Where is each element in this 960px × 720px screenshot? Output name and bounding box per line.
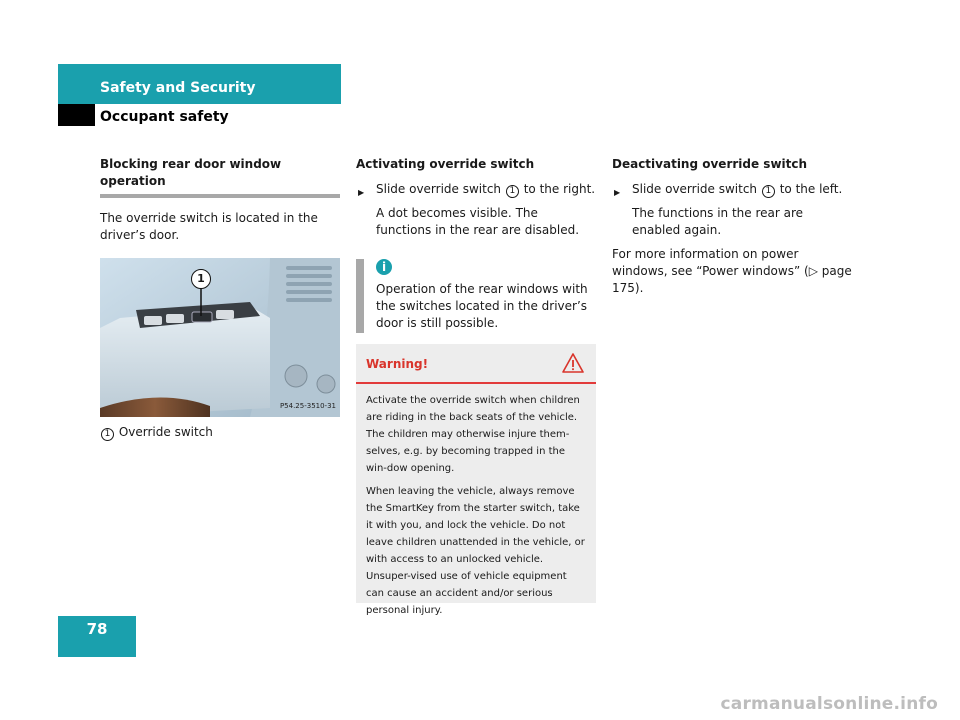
more-info-pre: For more information on power windows, see “Power windows” (: [612, 247, 809, 278]
step-text-post: to the right.: [523, 182, 596, 196]
photo-callout-1: 1: [191, 269, 211, 289]
section-title: Safety and Security: [100, 80, 256, 96]
step-text-pre: Slide override switch: [632, 182, 758, 196]
info-icon: i: [376, 259, 392, 275]
warning-title: Warning!: [366, 357, 429, 371]
result-activate: A dot becomes visible. The functions in the rear are disabled.: [376, 206, 580, 237]
subsection-title: Occupant safety: [100, 109, 229, 125]
warning-box: [356, 344, 596, 616]
warning-body: [356, 384, 596, 619]
caption-callout-number: 1: [101, 428, 114, 441]
step-activate: [356, 181, 596, 198]
header-marker: [58, 104, 95, 126]
warning-paragraph-2: When leaving the vehicle, always remove the SmartKey from the starter switch, take it with you, and lock the vehicle. Do not leave children unattended in the vehicle, or with access to an unlocked vehicle. Unsuper-vised use of vehicle equipment can cause an accident and/or serious personal injury.: [366, 486, 585, 616]
page-ref-arrow-icon: ▷: [808, 264, 818, 278]
warning-header: [356, 344, 596, 384]
column-middle: [356, 156, 596, 332]
photo-code: P54.25-3510-31: [279, 402, 336, 410]
info-bar: [356, 259, 364, 333]
result-deactivate: The functions in the rear are enabled again.: [632, 206, 804, 237]
step-callout-number: 1: [506, 185, 519, 198]
step-text-pre: Slide override switch: [376, 182, 502, 196]
info-text: Operation of the rear windows with the switches located in the driver’s door is still possible.: [376, 282, 588, 330]
heading-blocking-rear-door: Blocking rear door window operation: [100, 156, 340, 198]
caption-text: Override switch: [118, 425, 213, 439]
column-left: [100, 156, 340, 441]
more-info-text: [612, 246, 852, 297]
page-number: 78: [86, 620, 108, 638]
photo-caption: [100, 424, 340, 441]
door-panel-illustration: [100, 258, 340, 417]
warning-paragraph-1: Activate the override switch when children are riding in the back seats of the vehicle. The children may otherwise injure them-selves, e.g. by becoming trapped in the win-dow opening.: [366, 395, 580, 474]
step-callout-number: 1: [762, 185, 775, 198]
step-deactivate: [612, 181, 852, 198]
step-text-post: to the left.: [779, 182, 843, 196]
warning-triangle-icon: [562, 353, 584, 373]
heading-deactivating: Deactivating override switch: [612, 157, 808, 171]
heading-activating: Activating override switch: [356, 157, 535, 171]
column-right: [612, 156, 852, 304]
door-switch-photo: [100, 258, 340, 417]
intro-text: The override switch is located in the driver’s door.: [100, 211, 318, 242]
more-info-post[interactable]: page 175).: [612, 264, 852, 295]
info-note: [356, 259, 596, 332]
watermark: carmanualsonline.info: [720, 694, 938, 714]
